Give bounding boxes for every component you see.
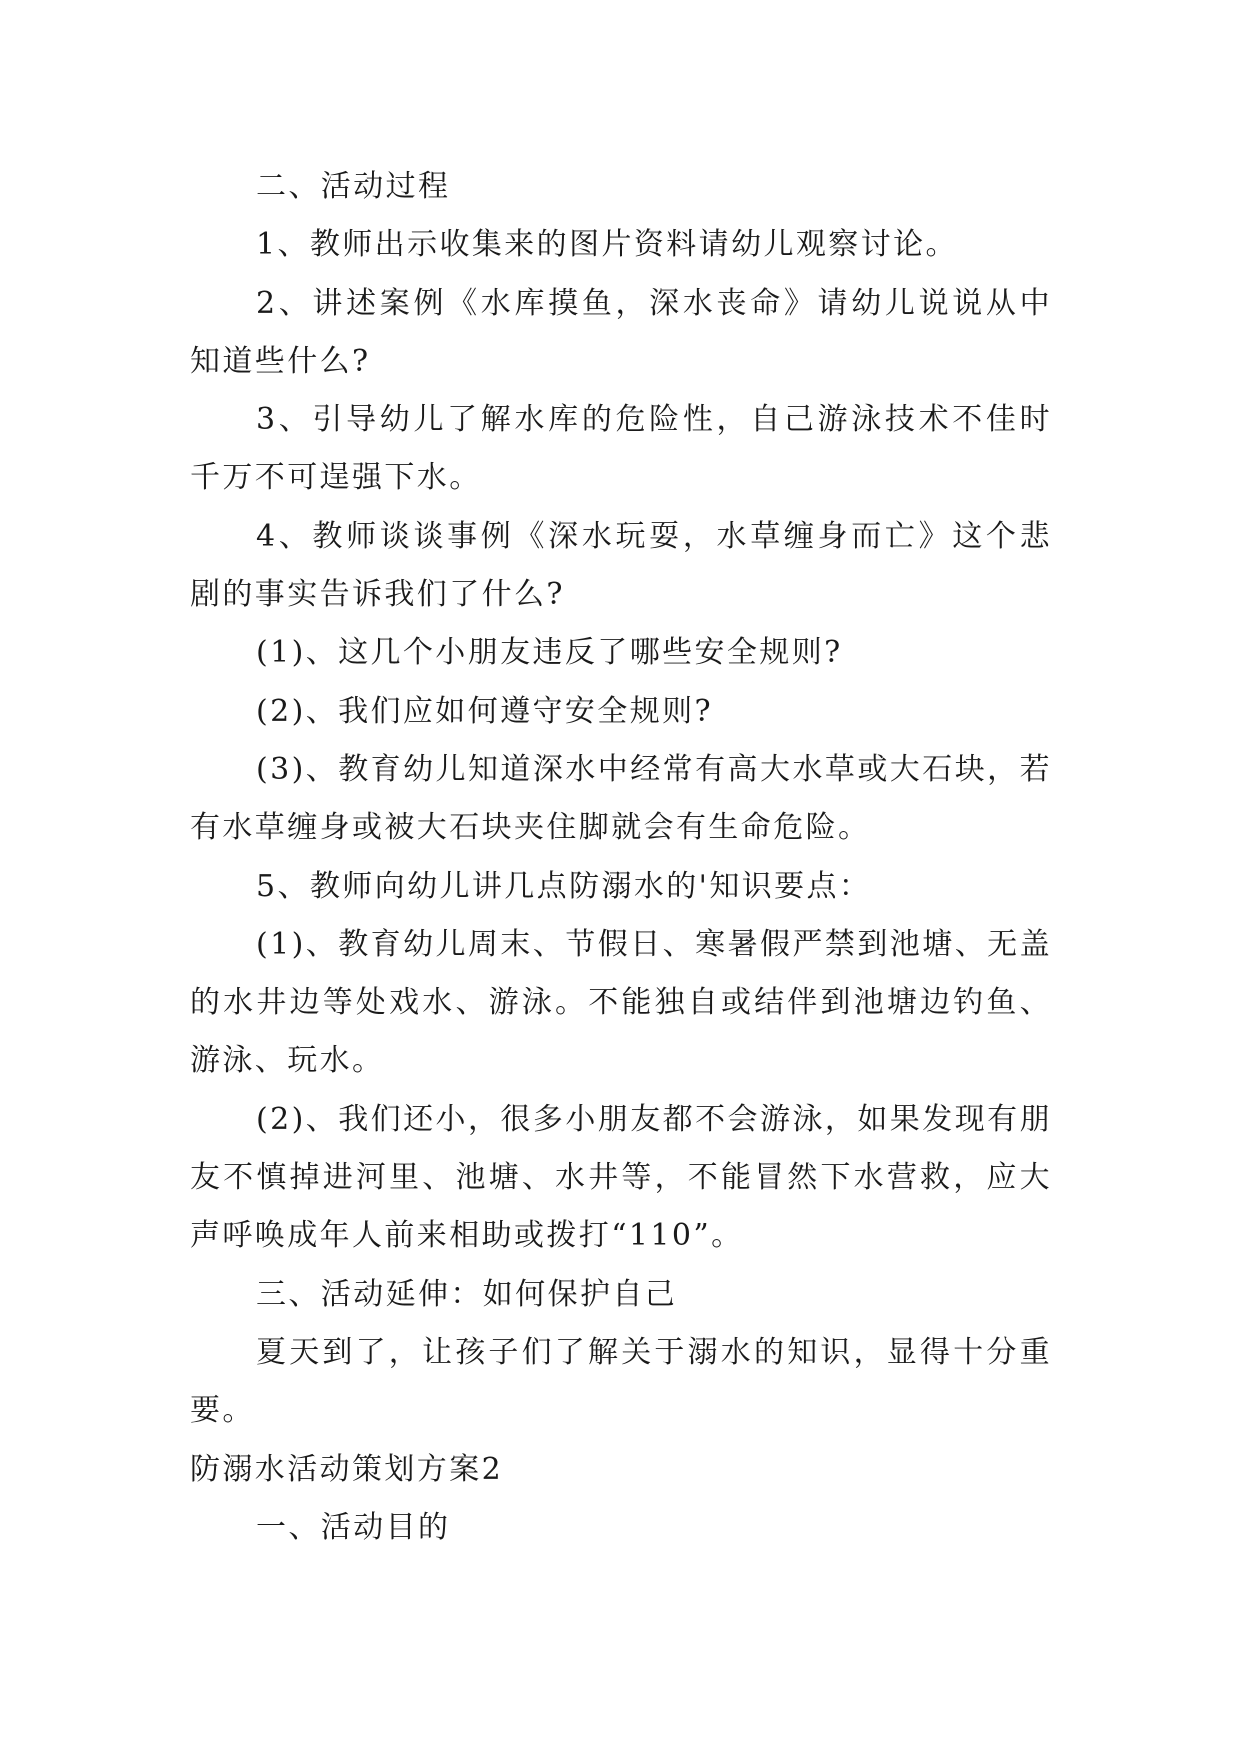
document-body [190,158,1052,1557]
paragraph-step-3: 3、引导幼儿了解水库的危险性，自己游泳技术不佳时千万不可逞强下水。 [190,402,1052,496]
paragraph-summary: 夏天到了，让孩子们了解关于溺水的知识，显得十分重要。 [190,1334,1052,1429]
paragraph-step-1: 1、教师出示收集来的图片资料请幼儿观察讨论。 [256,227,958,263]
paragraph-step-5-item-2: (2)、我们还小，很多小朋友都不会游泳，如果发现有朋友不慎掉进河里、池塘、水井等，不能冒然下水营救，应大声呼唤成年人前来相助或拨打“110”。 [190,1101,1052,1254]
paragraph-step-5-item-1: (1)、教育幼儿周末、节假日、寒暑假严禁到池塘、无盖的水井边等处戏水、游泳。不能独自或结伴到池塘边钓鱼、游泳、玩水。 [190,926,1052,1079]
paragraph-step-4-item-3: (3)、教育幼儿知道深水中经常有高大水草或大石块，若有水草缠身或被大石块夹住脚就会有生命危险。 [190,751,1052,846]
section-heading-activity-purpose: 一、活动目的 [256,1509,451,1545]
paragraph-step-4-item-1: (1)、这几个小朋友违反了哪些安全规则? [256,635,843,671]
paragraph-step-4: 4、教师谈谈事例《深水玩耍，水草缠身而亡》这个悲剧的事实告诉我们了什么? [190,518,1052,613]
paragraph-step-4-item-2: (2)、我们应如何遵守安全规则? [256,693,713,729]
paragraph-step-2: 2、讲述案例《水库摸鱼，深水丧命》请幼儿说说从中知道些什么? [190,285,1052,379]
document-title-plan-2: 防溺水活动策划方案2 [190,1451,504,1487]
section-heading-activity-extension: 三、活动延伸：如何保护自己 [256,1276,678,1312]
section-heading-activity-process: 二、活动过程 [256,169,451,204]
paragraph-step-5: 5、教师向幼儿讲几点防溺水的'知识要点： [256,868,872,904]
